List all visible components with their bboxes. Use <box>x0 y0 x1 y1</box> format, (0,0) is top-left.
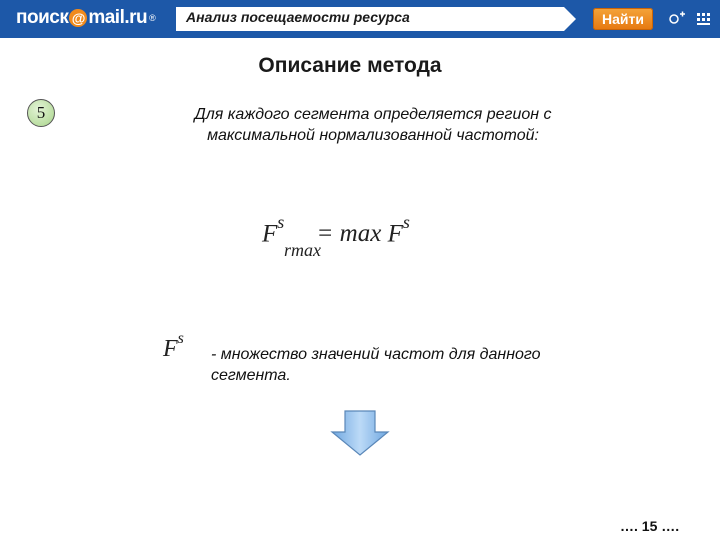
frequency-set-symbol <box>163 330 184 363</box>
mail-ru-logo[interactable] <box>16 6 155 30</box>
down-arrow-icon <box>330 410 390 456</box>
symbol-base: F <box>163 336 178 362</box>
slide-title: Описание метода <box>258 54 442 77</box>
formula-rhs-base: F <box>387 220 403 248</box>
find-button[interactable]: Найти <box>593 8 653 30</box>
virtual-keyboard-icon-graphic <box>696 11 712 27</box>
search-input-value: Анализ посещаемости ресурса <box>186 9 410 25</box>
formula-lhs-base: F <box>262 220 278 248</box>
top-toolbar <box>0 0 720 38</box>
definition-text: - множество значений частот для данного сегмента. <box>211 346 541 384</box>
symbol-sup: s <box>177 330 184 347</box>
intro-text: Для каждого сегмента определяется регион с максимальной нормализованной частотой: <box>194 106 552 144</box>
logo-text-left: поиск <box>16 7 69 28</box>
formula-lhs-sup: s <box>277 212 285 232</box>
formula-lhs-sub: rmax <box>284 240 321 260</box>
page-number: …. 15 …. <box>620 518 680 534</box>
step-number-badge: 5 <box>27 99 55 127</box>
keyboard-add-icon-graphic <box>668 11 686 25</box>
formula-operator: = max <box>316 220 382 248</box>
registered-mark: ® <box>149 13 156 23</box>
logo-at-icon: @ <box>69 9 87 27</box>
formula-rhs-sup: s <box>402 212 410 232</box>
virtual-keyboard-icon[interactable] <box>696 11 712 29</box>
keyboard-add-icon[interactable] <box>668 11 686 27</box>
logo-text-right: mail.ru <box>88 7 148 28</box>
max-frequency-formula <box>262 212 410 260</box>
